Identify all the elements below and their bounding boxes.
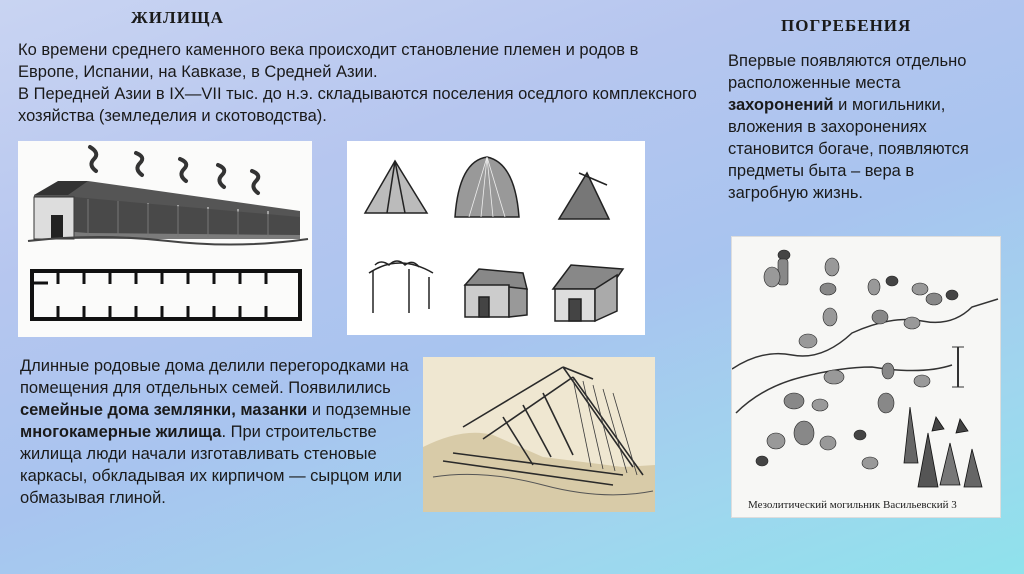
houses-text-bold2: многокамерные жилища [20, 423, 222, 441]
burial-site-illustration [731, 236, 1001, 518]
houses-text [20, 355, 420, 509]
dugout-illustration [423, 357, 655, 512]
huts-illustration [347, 141, 645, 335]
burials-text-part2: и могильники, вложения в захоронениях становится богаче, появляются предметы быта – вера в загробную жизнь. [728, 96, 969, 202]
houses-text-part1: Длинные родовые дома делили перегородками на помещения для отдельных семей. Появилились [20, 357, 409, 397]
intro-paragraph-1: Ко времени среднего каменного века происходит становление племен и родов в Европе, Испании, на Кавказе, в Средней Азии. [18, 41, 639, 81]
intro-paragraph-2: В Передней Азии в IX—VII тыс. до н.э. складываются поселения оседлого комплексного хозяйства (земледелия и скотоводства). [18, 85, 697, 125]
burials-text [728, 50, 998, 204]
houses-text-bold1: семейные дома землянки, мазанки [20, 401, 308, 419]
dwellings-intro [18, 39, 698, 127]
burials-text-bold: захоронений [728, 96, 834, 114]
dwellings-title: ЖИЛИЩА [131, 8, 224, 27]
houses-text-part2: и подземные [307, 401, 412, 419]
burials-title: ПОГРЕБЕНИЯ [781, 16, 912, 35]
houses-text-part3: . При строительстве жилища люди начали изготавливать стеновые каркасы, обкладывая их кирпичом — сырцом или обмазывая глиной. [20, 423, 402, 507]
longhouse-illustration [18, 141, 312, 337]
burial-figure-caption: Мезолитический могильник Васильевский 3 [748, 499, 957, 511]
burials-text-part1: Впервые появляются отдельно расположенные места [728, 52, 967, 92]
